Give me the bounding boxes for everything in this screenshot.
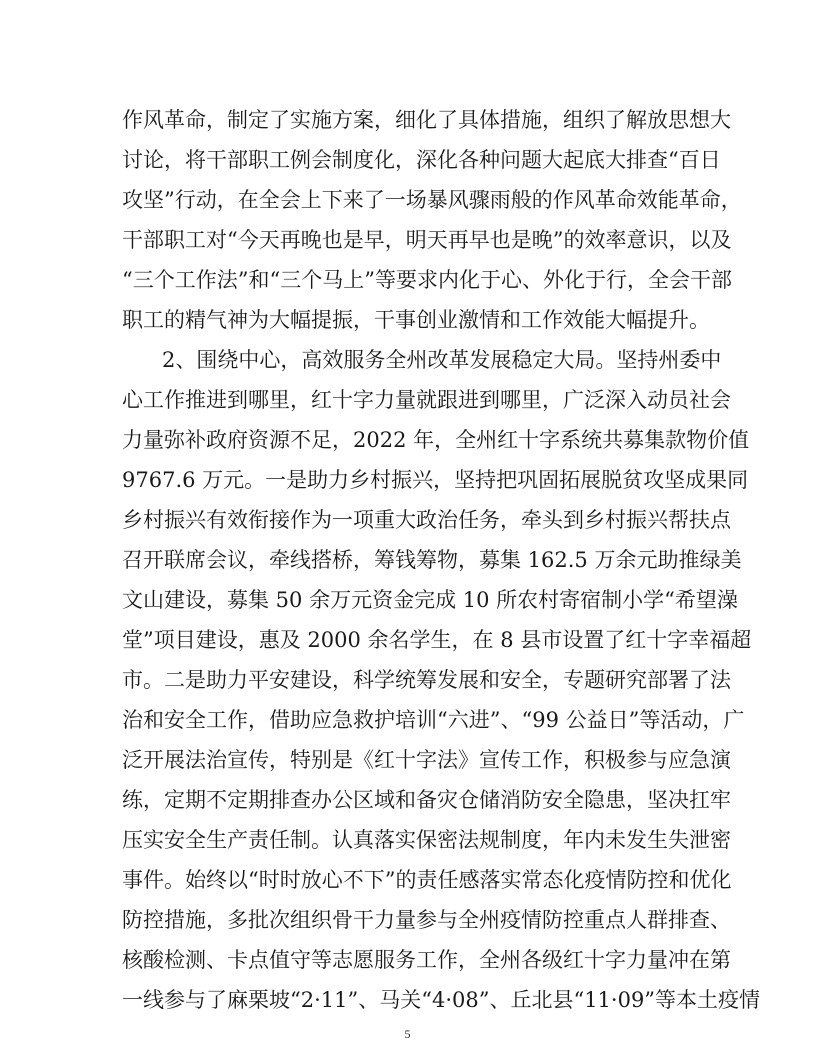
body-line: 防控措施，多批次组织骨干力量参与全州疫情防控重点人群排查、 bbox=[122, 908, 731, 932]
body-line: “三个工作法”和“三个马上”等要求内化于心、外化于行，全会干部 bbox=[122, 268, 732, 292]
page-number: 5 bbox=[404, 1027, 411, 1041]
body-line: 职工的精气神为大幅提振，干事创业激情和工作效能大幅提升。 bbox=[122, 308, 710, 332]
body-line: 治和安全工作，借助应急救护培训“六进”、“99 公益日”等活动，广 bbox=[122, 708, 745, 732]
body-line: 泛开展法治宣传，特别是《红十字法》宣传工作，积极参与应急演 bbox=[122, 748, 731, 772]
body-line: 压实安全生产责任制。认真落实保密法规制度，年内未发生失泄密 bbox=[122, 828, 731, 852]
body-line: 攻坚”行动，在全会上下来了一场暴风骤雨般的作风革命效能革命， bbox=[122, 188, 742, 212]
body-line: 干部职工对“今天再晚也是早，明天再早也是晚”的效率意识，以及 bbox=[122, 228, 732, 252]
body-line: 召开联席会议，牵线搭桥，筹钱筹物，募集 162.5 万余元助推绿美 bbox=[122, 548, 742, 572]
body-line: 练，定期不定期排查办公区域和备灾仓储消防安全隐患，坚决扛牢 bbox=[122, 788, 731, 812]
body-line: 作风革命，制定了实施方案，细化了具体措施，组织了解放思想大 bbox=[122, 108, 731, 132]
body-line: 心工作推进到哪里，红十字力量就跟进到哪里，广泛深入动员社会 bbox=[122, 388, 731, 412]
body-line: 讨论，将干部职工例会制度化，深化各种问题大起底大排查“百日 bbox=[122, 148, 721, 172]
body-line: 乡村振兴有效衔接作为一项重大政治任务，牵头到乡村振兴帮扶点 bbox=[122, 508, 731, 532]
section-heading-line: 2、围绕中心，高效服务全州改革发展稳定大局。坚持州委中 bbox=[162, 348, 722, 372]
body-line: 一线参与了麻栗坡“2·11”、马关“4·08”、丘北县“11·09”等本土疫情 bbox=[122, 988, 761, 1012]
body-line: 力量弥补政府资源不足，2022 年，全州红十字系统共募集款物价值 bbox=[122, 428, 750, 452]
body-line: 事件。始终以“时时放心不下”的责任感落实常态化疫情防控和优化 bbox=[122, 868, 732, 892]
body-line: 文山建设，募集 50 余万元资金完成 10 所农村寄宿制小学“希望澡 bbox=[122, 588, 738, 612]
body-line: 市。二是助力平安建设，科学统筹发展和安全，专题研究部署了法 bbox=[122, 668, 731, 692]
body-line: 9767.6 万元。一是助力乡村振兴，坚持把巩固拓展脱贫攻坚成果同 bbox=[122, 468, 749, 492]
body-line: 堂”项目建设，惠及 2000 余名学生，在 8 县市设置了红十字幸福超 bbox=[122, 628, 752, 652]
body-line: 核酸检测、卡点值守等志愿服务工作，全州各级红十字力量冲在第 bbox=[122, 948, 731, 972]
